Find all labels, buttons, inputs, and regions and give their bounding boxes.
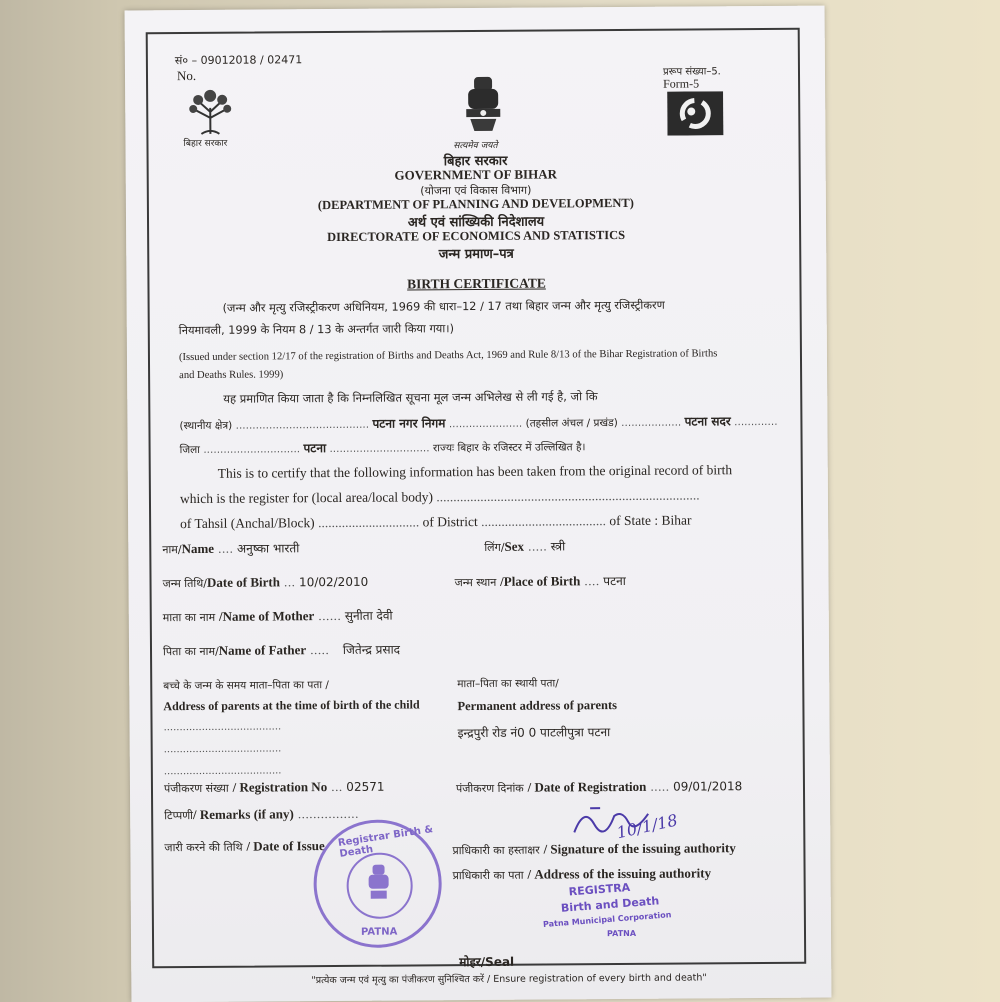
authaddr-label-hindi: प्राधिकारी का पता [452,868,524,883]
registration-date-row: पंजीकरण दिनांक / Date of Registration ..... 09/01/2018 [455,778,743,796]
registration-logo-icon [667,91,723,135]
father-value: जितेन्द्र प्रसाद [342,642,401,657]
pob-label: /Place of Birth [500,573,581,589]
local-area-value: पटना नगर निगम [372,416,446,431]
certify-english-line3-row: of Tahsil (Anchal/Block) .............................. of District ..................................... of State : Bihar [180,512,692,532]
sex-label-hindi: लिंग/ [484,540,505,554]
bihar-sarkar-caption: बिहार सरकार [183,138,228,150]
govt-title: GOVERNMENT OF BIHAR [394,166,558,183]
pob-value: पटना [603,573,626,589]
form-number: Form-5 [663,76,700,91]
name-label-hindi: नाम/ [162,543,182,557]
directorate-title-hindi: अर्थ एवं सांख्यिकी निदेशालय [407,214,545,231]
registration-number-value: 02571 [346,779,385,794]
local-area-row: (स्थानीय क्षेत्र) ........................................ पटना नगर निगम ...................... (तहसील अंचल / प्रखंड) .................. पटना सदर ............. [179,414,778,433]
intro-hindi-line2: नियमावली, 1999 के नियम 8 / 13 के अन्तर्गत जारी किया गया।) [178,322,455,338]
motto: सत्यमेव जयते [453,140,498,152]
registrar-stamp-line2: Birth and Death [560,894,660,915]
mother-label: /Name of Mother [218,608,315,624]
address-birth-blank-3: ..................................... [163,765,282,778]
dob-value: 10/02/2010 [298,574,369,590]
sex-row: लिंग/Sex ..... स्त्री [484,538,566,554]
dept-title-hindi: (योजना एवं विकास विभाग) [420,183,532,198]
mother-value: सुनीता देवी [344,608,393,623]
address-birth-label: Address of parents at the time of birth of the child [163,697,420,714]
local-area-label: (स्थानीय क्षेत्र) [179,419,233,433]
seal-text-bottom: PATNA [360,926,398,938]
district-row: जिला ............................. पटना .............................. राज्यः बिहार के रजिस्टर में उल्लिखित है। [179,441,586,457]
intro-english-line1: (Issued under section 12/17 of the registration of Births and Deaths Act, 1969 and Rule 8/13 of the Bihar Registration of Births [178,348,718,364]
tahsil-english-label: of Tahsil (Anchal/Block) [180,515,315,532]
remarks-label-hindi: टिप्पणी [164,808,194,823]
bihar-tree-emblem-icon [183,82,237,136]
registrar-stamp-line1: REGISTRA [568,880,631,899]
issue-label-hindi: जारी करने की तिथि [164,840,243,855]
registration-number-row: पंजीकरण संख्या / Registration No ... 02571 [163,779,385,796]
registrar-stamp-line4: PATNA [606,928,637,939]
certificate-title-hindi: जन्म प्रमाण–पत्र [438,246,514,263]
serial-number: सं० – 09012018 / 02471 [174,53,303,68]
sex-value: स्त्री [550,539,566,554]
name-row: नाम/Name .... अनुष्का भारती [162,540,300,557]
dob-row: जन्म तिथि/Date of Birth ... 10/02/2010 [162,574,369,591]
mother-label-hindi: माता का नाम [162,610,216,625]
footer-note: "प्रत्येक जन्म एवं मृत्यु का पंजीकरण सुनिश्चित करें / Ensure registration of every birth and death" [311,972,707,987]
govt-title-hindi: बिहार सरकार [443,153,508,170]
regno-label-hindi: पंजीकरण संख्या [163,781,229,796]
seal-emblem-icon [365,863,393,903]
certify-english-line1: This is to certify that the following information has been taken from the original record of birth [217,462,733,481]
regdate-label-hindi: पंजीकरण दिनांक [455,781,524,796]
address-permanent-label-hindi: माता–पिता का स्थायी पता/ [457,677,559,691]
pob-row: जन्म स्थान /Place of Birth .... पटना [454,573,626,590]
remarks-label: / Remarks (if any) [192,806,294,822]
address-birth-blank-1: ..................................... [163,721,282,734]
sign-label: / Signature of the issuing authority [543,840,736,857]
address-birth-label-hindi: बच्चे के जन्म के समय माता–पिता का पता / [163,679,329,693]
district-english-label: of District [422,514,478,530]
sex-label: Sex [504,538,525,554]
sign-label-hindi: प्राधिकारी का हस्ताक्षर [452,843,540,858]
seal-text-top: Registrar Birth & Death [337,824,434,860]
remarks-row: टिप्पणी/ Remarks (if any) ................ [164,806,359,823]
regno-label: / Registration No [232,779,328,795]
address-birth-blank-2: ..................................... [163,743,282,756]
tehsil-label: (तहसील अंचल / प्रखंड) [525,417,618,430]
dept-title: (DEPARTMENT OF PLANNING AND DEVELOPMENT) [317,195,634,213]
certify-english-line2: which is the register for (local area/local body) [179,489,434,507]
issue-date-row [164,838,324,855]
mother-row: माता का नाम /Name of Mother ...... सुनीता देवी [162,608,393,625]
dob-label: Date of Birth [206,574,280,590]
form-number-hindi: प्ररूप संख्या–5. [662,66,721,78]
father-label: Name of Father [218,642,307,658]
round-seal-stamp [313,819,442,948]
pob-label-hindi: जन्म स्थान [454,575,497,590]
address-permanent-value: इन्द्रपुरी रोड नं0 0 पाटलीपुत्रा पटना [457,725,611,741]
registration-date-value: 09/01/2018 [673,779,743,794]
name-value: अनुष्का भारती [236,541,300,556]
signature-date: 10/1/18 [614,810,680,843]
certificate-paper [125,6,832,1002]
father-label-hindi: पिता का नाम/ [162,644,219,659]
dob-label-hindi: जन्म तिथि/ [162,576,208,591]
district-label: जिला [179,443,201,457]
signature-row [452,840,735,858]
state-english-label: of State : Bihar [609,512,692,529]
directorate-title: DIRECTORATE OF ECONOMICS AND STATISTICS [327,227,626,245]
authority-address-row [453,865,712,883]
authaddr-label: / Address of the issuing authority [527,865,712,882]
ashoka-emblem-icon [460,73,506,139]
issue-label: / Date of Issue [246,838,325,854]
address-permanent-label: Permanent address of parents [457,698,618,714]
name-label: Name [181,540,215,557]
certificate-title: BIRTH CERTIFICATE [407,275,546,292]
intro-english-line2: and Deaths Rules. 1999) [179,369,284,382]
regdate-label: / Date of Registration [527,778,647,795]
certify-hindi-line: यह प्रमाणित किया जाता है कि निम्नलिखित सूचना मूल जन्म अभिलेख से ली गई है, जो कि [223,389,598,406]
certify-english-line2-row: which is the register for (local area/local body) .............................................................................. [179,487,700,507]
intro-hindi-line1: (जन्म और मृत्यु रजिस्ट्रीकरण अधिनियम, 1969 की धारा–12 / 17 तथा बिहार जन्म और मृत्यु रजिस्ट्रीकरण [222,298,665,315]
serial-no-label: No. [176,67,197,84]
tehsil-value: पटना सदर [684,414,731,429]
seal-label: मोहर/Seal [459,954,515,970]
father-row: पिता का नाम/Name of Father ..... जितेन्द्र प्रसाद [162,642,401,659]
state-register-text: राज्यः बिहार के रजिस्टर में उल्लिखित है। [432,441,586,455]
registrar-stamp-line3: Patna Municipal Corporation [542,910,672,930]
district-value: पटना [303,441,327,456]
